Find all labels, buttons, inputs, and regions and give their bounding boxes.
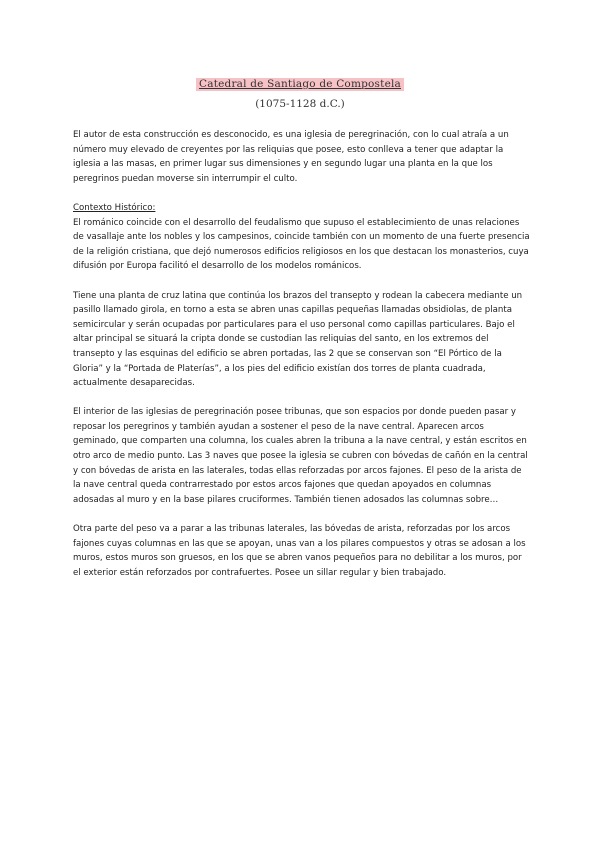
section-text: El románico coincide con el desarrollo del feudalismo que supuso el establecimiento de unas relaciones de vasallaje ante los nobles y los campesinos, coincide también con un momento de una fuerte presencia de la religión cristiana, que dejó numerosos edificios religiosos en los que destacan los monasterios, cuya difusión por Europa facilitó el desarrollo de los modelos románicos.: [73, 217, 530, 272]
section-historical-context: [73, 201, 531, 274]
document-dates: (1075-1128 d.C.): [255, 98, 345, 110]
paragraph-plan: Tiene una planta de cruz latina que continúa los brazos del transepto y rodean la cabecera mediante un pasillo llamado girola, en torno a esta se abren unas capillas pequeñas llamadas obsidiolas, de planta semicircular y serán ocupadas por particulares para el uso personal como capillas particulares. Bajo el altar principal se situará la cripta donde se custodian las reliquias del santo, en los extremos del transepto y las esquinas del edificio se abren portadas, las 2 que se conservan son “El Pórtico de la Gloria” y la “Portada de Platerías”, a los pies del edificio existían dos torres de planta cuadrada, actualmente desaparecidas.: [73, 290, 523, 389]
paragraph-intro: El autor de esta construcción es desconocido, es una iglesia de peregrinación, con lo cual atraía a un número muy elevado de creyentes por las reliquias que posee, esto conlleva a tener que adaptar la iglesia a las masas, en primer lugar sus dimensiones y en segundo lugar una planta en la que los peregrinos puedan moverse sin interrumpir el culto.: [73, 130, 509, 184]
document-title: Catedral de Santiago de Compostela: [196, 78, 404, 91]
paragraph-interior: El interior de las iglesias de peregrinación posee tribunas, que son espacios por donde pueden pasar y reposar los peregrinos y también ayudan a sostener el peso de la nave central. Aparecen arcos geminado, que comparten una columna, los cuales abren la tribuna a la nave central, y están escritos en otro arco de medio punto. Las 3 naves que posee la iglesia se cubren con bóvedas de cañón en la central y con bóvedas de arista en las laterales, todas ellas reforzadas por arcos fajones. El peso de la arista de la nave central queda contrarrestado por estos arcos fajones que quedan apoyados en columnas adosadas al muro y en la base pilares cruciformes. También tienen adosados las columnas sobre…: [73, 407, 528, 505]
title-block: [0, 74, 600, 111]
section-heading: Contexto Histórico:: [73, 202, 156, 213]
paragraph-weight: Otra parte del peso va a parar a las tribunas laterales, las bóvedas de arista, reforzadas por los arcos fajones cuyas columnas en las que se apoyan, unas van a los pilares compuestos y otras se adosan a los muros, estos muros son gruesos, en los que se abren vanos pequeños para no debilitar a los muros, por el exterior están reforzados por contrafuertes. Posee un sillar regular y bien trabajado.: [73, 524, 526, 578]
document-body: [73, 128, 531, 595]
